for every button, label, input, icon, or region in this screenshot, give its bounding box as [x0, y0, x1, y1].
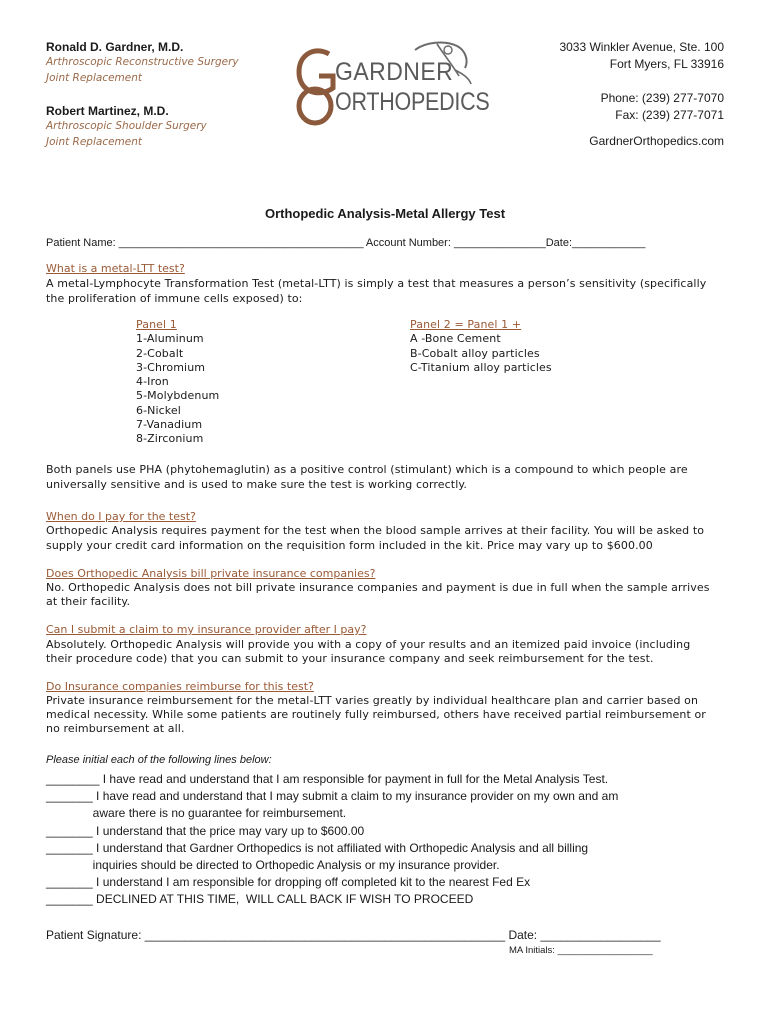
pha-line-2: universally sensitive and is used to make sure the test is working correctly. — [46, 478, 467, 491]
answer-line: supply your credit card information on the requisition form included in the kit. Price may vary up to $600.00 — [46, 539, 653, 552]
answer-line: their procedure code) that you can submit to your insurance company and seek reimbursement for the test. — [46, 652, 654, 665]
address-street: 3033 Winkler Avenue, Ste. 100 — [559, 40, 724, 54]
doctor1-specialty-1: Arthroscopic Reconstructive Surgery — [46, 56, 239, 68]
list-item: A -Bone Cement — [410, 332, 501, 346]
list-item: 2-Cobalt — [136, 346, 184, 360]
list-item: C-Titanium alloy particles — [410, 360, 552, 374]
doctor2-specialty-2: Joint Replacement — [46, 136, 143, 148]
acknowledgement-item[interactable]: _______ DECLINED AT THIS TIME, WILL CALL BACK IF WISH TO PROCEED — [46, 892, 474, 907]
list-item: 5-Molybdenum — [136, 389, 220, 403]
acknowledgement-item: inquiries should be directed to Orthopedic Analysis or my insurance provider. — [46, 858, 500, 873]
doctor1-specialty-2: Joint Replacement — [46, 72, 143, 84]
answer-line: Private insurance reimbursement for the metal-LTT varies greatly by individual healthcare plan and carrier based on — [46, 694, 699, 707]
doctor2-name: Robert Martinez, M.D. — [46, 104, 169, 118]
gardner-orthopedics-logo — [295, 36, 490, 126]
list-item: 1-Aluminum — [136, 332, 204, 346]
answer-line: No. Orthopedic Analysis does not bill private insurance companies and payment is due in full when the sample arrives — [46, 581, 710, 594]
question-submit-claim: Can I submit a claim to my insurance provider after I pay? — [46, 623, 367, 636]
acknowledgement-item[interactable]: _______ I understand I am responsible for dropping off completed kit to the nearest Fed Ex — [46, 875, 531, 890]
answer-line: no reimbursement at all. — [46, 722, 185, 735]
answer-line-1: A metal-Lymphocyte Transformation Test (metal-LTT) is simply a test that measures a person’s sensitivity (specifically — [46, 277, 707, 290]
list-item: 6-Nickel — [136, 403, 181, 417]
list-item: 7-Vanadium — [136, 418, 203, 432]
pha-line-1: Both panels use PHA (phytohemaglutin) as a positive control (stimulant) which is a compound to which people are — [46, 463, 688, 476]
acknowledgement-list — [46, 771, 618, 909]
question-when-pay: When do I pay for the test? — [46, 510, 196, 523]
ma-initials-line[interactable]: MA Initials: __________________ — [509, 945, 653, 956]
panel-1-title: Panel 1 — [136, 318, 177, 331]
list-item: B-Cobalt alloy particles — [410, 346, 540, 360]
answer-line: Orthopedic Analysis requires payment for the test when the blood sample arrives at their facility. You will be asked to — [46, 524, 705, 537]
doctor1-name: Ronald D. Gardner, M.D. — [46, 40, 184, 54]
logo-text-gardner: GARDNER — [335, 58, 454, 86]
question-reimburse: Do Insurance companies reimburse for this test? — [46, 680, 314, 693]
fax-number: Fax: (239) 277-7071 — [615, 108, 724, 122]
website: GardnerOrthopedics.com — [589, 134, 724, 148]
initial-prompt: Please initial each of the following lines below: — [46, 754, 272, 766]
panel-1-list — [136, 318, 219, 447]
list-item: 8-Zirconium — [136, 432, 204, 446]
answer-line: Absolutely. Orthopedic Analysis will provide you with a copy of your results and an itemized paid invoice (including — [46, 638, 691, 651]
answer-line-2: the proliferation of immune cells exposed) to: — [46, 292, 303, 305]
acknowledgement-item: aware there is no guarantee for reimbursement. — [46, 806, 347, 821]
panel-2-list — [410, 318, 552, 375]
list-item: 4-Iron — [136, 375, 169, 389]
acknowledgement-item[interactable]: _______ I understand that Gardner Orthopedics is not affiliated with Orthopedic Analysis and all billing — [46, 840, 589, 855]
phone-number: Phone: (239) 277-7070 — [600, 91, 724, 105]
acknowledgement-item[interactable]: _______ I have read and understand that I may submit a claim to my insurance provider on my own and am — [46, 789, 619, 804]
answer-line: medical necessity. While some patients are routinely fully reimbursed, others have received partial reimbursement or — [46, 708, 706, 721]
patient-signature-line[interactable]: Patient Signature: ______________________________________________________ Date: __________________ — [46, 928, 661, 942]
answer-line: at their facility. — [46, 595, 131, 608]
doctor2-specialty-1: Arthroscopic Shoulder Surgery — [46, 120, 207, 132]
acknowledgement-item[interactable]: ________ I have read and understand that I am responsible for payment in full for the Metal Analysis Test. — [46, 772, 609, 786]
question-bill-insurance: Does Orthopedic Analysis bill private insurance companies? — [46, 567, 376, 580]
logo-text-orthopedics: ORTHOPEDICS — [335, 88, 490, 116]
page-title: Orthopedic Analysis-Metal Allergy Test — [264, 206, 506, 221]
acknowledgement-item[interactable]: _______ I understand that the price may vary up to $600.00 — [46, 823, 365, 838]
list-item: 3-Chromium — [136, 360, 206, 374]
question-what-is-metal-ltt: What is a metal-LTT test? — [46, 262, 185, 275]
address-city: Fort Myers, FL 33916 — [609, 57, 724, 71]
patient-info-line: Patient Name: ________________________________________ Account Number: _______________Date:____________ — [46, 237, 646, 249]
panel-2-title: Panel 2 = Panel 1 + — [410, 318, 522, 331]
